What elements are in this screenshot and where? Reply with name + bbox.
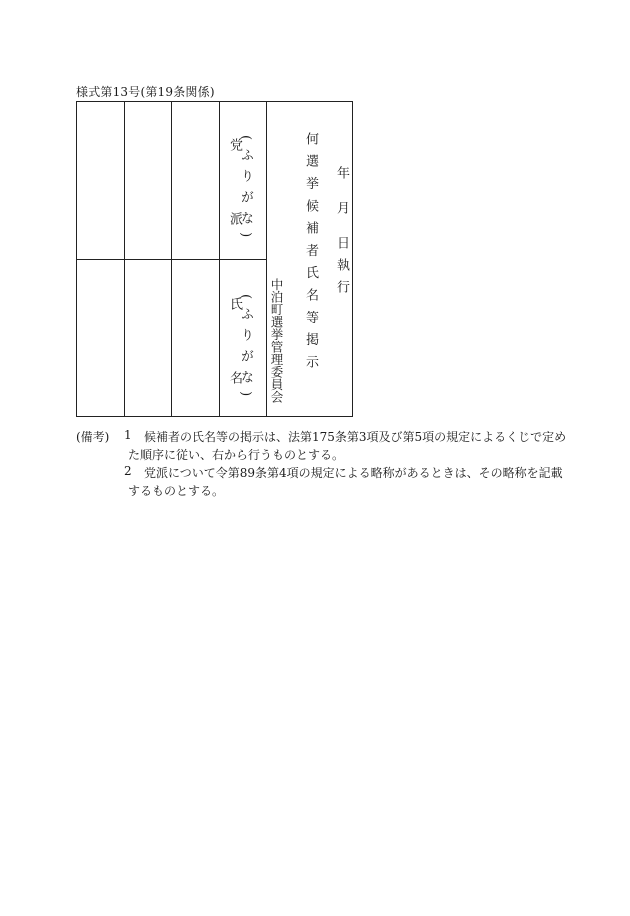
note-number: 1: [124, 428, 132, 442]
party-label: 党 派: [227, 138, 242, 249]
form-number: 様式第13号(第19条関係): [76, 85, 215, 99]
party-furigana: (ふりがな): [238, 135, 253, 246]
issuer-name: 中泊町選挙管理委員会: [269, 278, 284, 403]
column-divider: [266, 102, 267, 416]
row-divider: [77, 259, 266, 260]
note-text-line: するものとする。: [128, 484, 225, 498]
name-label: 氏 名: [227, 297, 242, 408]
election-date: 年 月 日執行: [334, 166, 349, 303]
notes-heading: (備考): [76, 430, 110, 444]
name-furigana: (ふりがな): [238, 294, 253, 405]
note-text-line: 候補者の氏名等の掲示は、法第175条第3項及び第5項の規定によるくじで定め: [144, 430, 567, 444]
note-text-line: た順序に従い、右から行うものとする。: [128, 448, 345, 462]
note-number: 2: [124, 464, 132, 478]
note-text-line: 党派について令第89条第4項の規定による略称があるときは、その略称を記載: [144, 466, 563, 480]
candidate-notice-table: [76, 101, 353, 417]
notice-title: 何選挙候補者氏名等掲示: [303, 132, 318, 378]
